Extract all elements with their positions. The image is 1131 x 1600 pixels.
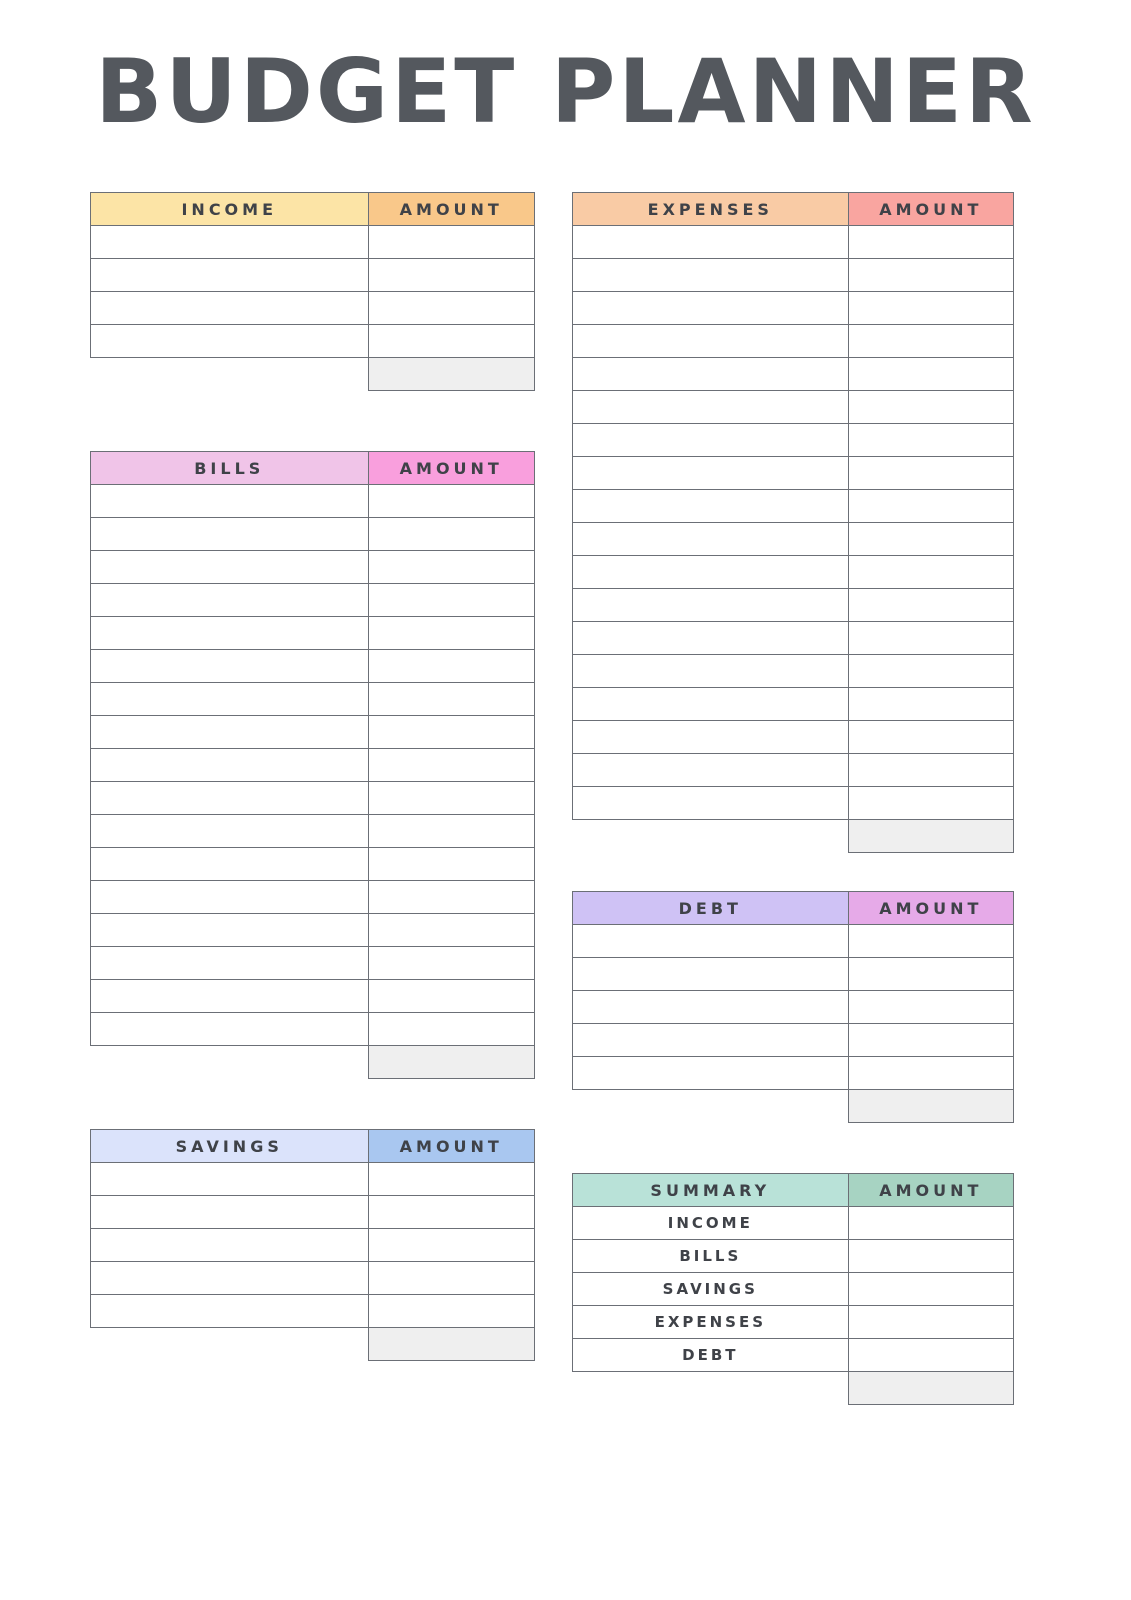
bills-name-cell[interactable] — [91, 518, 369, 551]
table-row — [573, 1306, 1014, 1339]
spacer-debt-summary — [572, 1123, 1014, 1173]
table-row — [91, 815, 535, 848]
table-row — [573, 1207, 1014, 1240]
table-row — [91, 518, 535, 551]
table-row — [573, 457, 1014, 490]
savings-total-spacer — [91, 1328, 369, 1361]
bills-amount-cell[interactable] — [368, 584, 535, 617]
savings-name-cell[interactable] — [91, 1295, 369, 1328]
expenses-name-cell[interactable] — [573, 589, 849, 622]
expenses-total-cell[interactable] — [848, 820, 1013, 853]
expenses-name-cell[interactable] — [573, 325, 849, 358]
savings-total-cell[interactable] — [368, 1328, 535, 1361]
bills-name-cell[interactable] — [91, 848, 369, 881]
debt-total-spacer — [573, 1090, 849, 1123]
savings-name-cell[interactable] — [91, 1196, 369, 1229]
table-row — [573, 787, 1014, 820]
expenses-amount-cell[interactable] — [848, 226, 1013, 259]
bills-name-cell[interactable] — [91, 617, 369, 650]
expenses-name-cell[interactable] — [573, 292, 849, 325]
bills-name-cell[interactable] — [91, 782, 369, 815]
expenses-name-cell[interactable] — [573, 523, 849, 556]
bills-amount-cell[interactable] — [368, 518, 535, 551]
expenses-name-cell[interactable] — [573, 721, 849, 754]
table-row — [91, 584, 535, 617]
table-row — [91, 292, 535, 325]
table-row — [573, 925, 1014, 958]
summary-total-cell[interactable] — [848, 1372, 1013, 1405]
summary-label-income: INCOME — [573, 1207, 849, 1240]
bills-total-spacer — [91, 1046, 369, 1079]
total-row — [573, 1372, 1014, 1405]
summary-table — [572, 1173, 1014, 1405]
debt-name-cell[interactable] — [573, 958, 849, 991]
table-row — [91, 551, 535, 584]
expenses-amount-cell[interactable] — [848, 523, 1013, 556]
bills-amount-cell[interactable] — [368, 650, 535, 683]
expenses-amount-cell[interactable] — [848, 556, 1013, 589]
savings-amount-cell[interactable] — [368, 1262, 535, 1295]
income-header-row — [91, 193, 535, 226]
expenses-amount-cell[interactable] — [848, 688, 1013, 721]
expenses-name-cell[interactable] — [573, 622, 849, 655]
bills-name-cell[interactable] — [91, 914, 369, 947]
table-row — [573, 754, 1014, 787]
income-amount-cell[interactable] — [368, 259, 535, 292]
debt-total-cell[interactable] — [848, 1090, 1013, 1123]
table-row — [573, 1240, 1014, 1273]
table-row — [573, 1024, 1014, 1057]
expenses-amount-cell[interactable] — [848, 490, 1013, 523]
debt-amount-cell[interactable] — [848, 1024, 1013, 1057]
income-name-cell[interactable] — [91, 325, 369, 358]
table-row — [91, 485, 535, 518]
bills-name-cell[interactable] — [91, 551, 369, 584]
savings-table-block — [90, 1129, 535, 1361]
total-row — [573, 820, 1014, 853]
income-name-cell[interactable] — [91, 259, 369, 292]
bills-amount-cell[interactable] — [368, 551, 535, 584]
savings-name-cell[interactable] — [91, 1163, 369, 1196]
table-row — [91, 325, 535, 358]
bills-amount-cell[interactable] — [368, 1013, 535, 1046]
bills-table — [90, 451, 535, 1079]
table-row — [573, 490, 1014, 523]
table-row — [573, 1273, 1014, 1306]
bills-amount-cell[interactable] — [368, 848, 535, 881]
table-row — [573, 292, 1014, 325]
bills-name-cell[interactable] — [91, 749, 369, 782]
bills-name-cell[interactable] — [91, 716, 369, 749]
income-name-cell[interactable] — [91, 226, 369, 259]
table-row — [91, 1229, 535, 1262]
bills-table-block — [90, 451, 535, 1079]
debt-table-block — [572, 891, 1014, 1123]
table-row — [91, 782, 535, 815]
table-row — [91, 683, 535, 716]
summary-label-expenses: EXPENSES — [573, 1306, 849, 1339]
debt-table — [572, 891, 1014, 1123]
table-row — [91, 980, 535, 1013]
table-row — [91, 881, 535, 914]
expenses-amount-cell[interactable] — [848, 424, 1013, 457]
income-total-spacer — [91, 358, 369, 391]
expenses-name-cell[interactable] — [573, 787, 849, 820]
expenses-name-cell[interactable] — [573, 457, 849, 490]
summary-amount-savings[interactable] — [848, 1273, 1013, 1306]
savings-name-cell[interactable] — [91, 1262, 369, 1295]
summary-label-debt: DEBT — [573, 1339, 849, 1372]
savings-amount-cell[interactable] — [368, 1196, 535, 1229]
table-row — [573, 556, 1014, 589]
total-row — [573, 1090, 1014, 1123]
page-title: BUDGET PLANNER — [95, 40, 1036, 143]
table-row — [573, 226, 1014, 259]
bills-header-row — [91, 452, 535, 485]
expenses-table — [572, 192, 1014, 853]
debt-amount-cell[interactable] — [848, 925, 1013, 958]
total-row — [91, 1046, 535, 1079]
expenses-amount-cell[interactable] — [848, 358, 1013, 391]
debt-name-cell[interactable] — [573, 1057, 849, 1090]
summary-amount-income[interactable] — [848, 1207, 1013, 1240]
income-total-cell[interactable] — [368, 358, 535, 391]
total-row — [91, 1328, 535, 1361]
bills-amount-cell[interactable] — [368, 815, 535, 848]
table-row — [573, 721, 1014, 754]
debt-header-row — [573, 892, 1014, 925]
debt-amount-cell[interactable] — [848, 1057, 1013, 1090]
table-row — [91, 1163, 535, 1196]
summary-amount-expenses[interactable] — [848, 1306, 1013, 1339]
income-amount-header-cell: AMOUNT — [368, 193, 535, 226]
expenses-header-row — [573, 193, 1014, 226]
summary-amount-debt[interactable] — [848, 1339, 1013, 1372]
income-header-cell: INCOME — [91, 193, 369, 226]
bills-name-cell[interactable] — [91, 650, 369, 683]
table-row — [573, 523, 1014, 556]
table-row — [91, 1262, 535, 1295]
debt-name-cell[interactable] — [573, 925, 849, 958]
spacer-income-bills — [90, 391, 535, 451]
bills-name-cell[interactable] — [91, 1013, 369, 1046]
bills-name-cell[interactable] — [91, 980, 369, 1013]
table-row — [91, 617, 535, 650]
table-row — [91, 1196, 535, 1229]
summary-label-bills: BILLS — [573, 1240, 849, 1273]
expenses-body — [573, 226, 1014, 853]
expenses-amount-cell[interactable] — [848, 325, 1013, 358]
income-table — [90, 192, 535, 391]
debt-amount-cell[interactable] — [848, 958, 1013, 991]
table-row — [91, 1013, 535, 1046]
table-row — [91, 716, 535, 749]
bills-amount-cell[interactable] — [368, 914, 535, 947]
table-row — [573, 688, 1014, 721]
left-column — [90, 192, 535, 1361]
bills-name-cell[interactable] — [91, 881, 369, 914]
bills-name-cell[interactable] — [91, 584, 369, 617]
savings-header-cell: SAVINGS — [91, 1130, 369, 1163]
table-row — [91, 947, 535, 980]
bills-amount-cell[interactable] — [368, 485, 535, 518]
summary-amount-bills[interactable] — [848, 1240, 1013, 1273]
expenses-amount-cell[interactable] — [848, 457, 1013, 490]
expenses-amount-cell[interactable] — [848, 787, 1013, 820]
summary-label-savings: SAVINGS — [573, 1273, 849, 1306]
debt-amount-header-cell: AMOUNT — [848, 892, 1013, 925]
table-row — [573, 622, 1014, 655]
right-column — [572, 192, 1014, 1405]
expenses-name-cell[interactable] — [573, 424, 849, 457]
expenses-table-block — [572, 192, 1014, 853]
expenses-amount-header-cell: AMOUNT — [848, 193, 1013, 226]
bills-header-cell: BILLS — [91, 452, 369, 485]
expenses-name-cell[interactable] — [573, 226, 849, 259]
savings-amount-cell[interactable] — [368, 1229, 535, 1262]
bills-name-cell[interactable] — [91, 947, 369, 980]
table-row — [91, 226, 535, 259]
bills-amount-cell[interactable] — [368, 683, 535, 716]
bills-amount-cell[interactable] — [368, 617, 535, 650]
bills-name-cell[interactable] — [91, 485, 369, 518]
income-table-block — [90, 192, 535, 391]
table-row — [91, 650, 535, 683]
expenses-name-cell[interactable] — [573, 556, 849, 589]
expenses-name-cell[interactable] — [573, 688, 849, 721]
debt-name-cell[interactable] — [573, 991, 849, 1024]
table-row — [573, 1057, 1014, 1090]
bills-amount-cell[interactable] — [368, 881, 535, 914]
bills-name-cell[interactable] — [91, 683, 369, 716]
savings-body — [91, 1163, 535, 1361]
summary-amount-header-cell: AMOUNT — [848, 1174, 1013, 1207]
income-amount-cell[interactable] — [368, 226, 535, 259]
table-row — [573, 655, 1014, 688]
expenses-amount-cell[interactable] — [848, 721, 1013, 754]
bills-name-cell[interactable] — [91, 815, 369, 848]
table-row — [573, 958, 1014, 991]
summary-body — [573, 1207, 1014, 1405]
table-row — [573, 325, 1014, 358]
summary-total-spacer — [573, 1372, 849, 1405]
expenses-name-cell[interactable] — [573, 358, 849, 391]
bills-amount-header-cell: AMOUNT — [368, 452, 535, 485]
table-row — [573, 991, 1014, 1024]
bills-amount-cell[interactable] — [368, 749, 535, 782]
expenses-name-cell[interactable] — [573, 391, 849, 424]
spacer-expenses-debt — [572, 853, 1014, 891]
summary-table-block — [572, 1173, 1014, 1405]
table-row — [91, 749, 535, 782]
table-row — [573, 259, 1014, 292]
income-amount-cell[interactable] — [368, 325, 535, 358]
income-amount-cell[interactable] — [368, 292, 535, 325]
expenses-amount-cell[interactable] — [848, 292, 1013, 325]
debt-header-cell: DEBT — [573, 892, 849, 925]
expenses-amount-cell[interactable] — [848, 622, 1013, 655]
expenses-total-spacer — [573, 820, 849, 853]
bills-amount-cell[interactable] — [368, 716, 535, 749]
table-row — [91, 914, 535, 947]
savings-name-cell[interactable] — [91, 1229, 369, 1262]
debt-amount-cell[interactable] — [848, 991, 1013, 1024]
table-row — [573, 358, 1014, 391]
savings-amount-cell[interactable] — [368, 1295, 535, 1328]
table-row — [573, 424, 1014, 457]
total-row — [91, 358, 535, 391]
spacer-bills-savings — [90, 1079, 535, 1129]
bills-amount-cell[interactable] — [368, 947, 535, 980]
expenses-header-cell: EXPENSES — [573, 193, 849, 226]
expenses-amount-cell[interactable] — [848, 259, 1013, 292]
bills-body — [91, 485, 535, 1079]
debt-name-cell[interactable] — [573, 1024, 849, 1057]
income-body — [91, 226, 535, 391]
income-name-cell[interactable] — [91, 292, 369, 325]
bills-amount-cell[interactable] — [368, 980, 535, 1013]
summary-header-row — [573, 1174, 1014, 1207]
expenses-amount-cell[interactable] — [848, 754, 1013, 787]
expenses-name-cell[interactable] — [573, 754, 849, 787]
expenses-amount-cell[interactable] — [848, 589, 1013, 622]
table-row — [573, 1339, 1014, 1372]
bills-total-cell[interactable] — [368, 1046, 535, 1079]
table-row — [91, 259, 535, 292]
savings-amount-cell[interactable] — [368, 1163, 535, 1196]
table-row — [91, 848, 535, 881]
summary-header-cell: SUMMARY — [573, 1174, 849, 1207]
expenses-name-cell[interactable] — [573, 655, 849, 688]
table-row — [573, 589, 1014, 622]
bills-amount-cell[interactable] — [368, 782, 535, 815]
savings-header-row — [91, 1130, 535, 1163]
expenses-amount-cell[interactable] — [848, 655, 1013, 688]
debt-body — [573, 925, 1014, 1123]
expenses-name-cell[interactable] — [573, 490, 849, 523]
savings-table — [90, 1129, 535, 1361]
expenses-amount-cell[interactable] — [848, 391, 1013, 424]
savings-amount-header-cell: AMOUNT — [368, 1130, 535, 1163]
table-row — [91, 1295, 535, 1328]
table-row — [573, 391, 1014, 424]
expenses-name-cell[interactable] — [573, 259, 849, 292]
